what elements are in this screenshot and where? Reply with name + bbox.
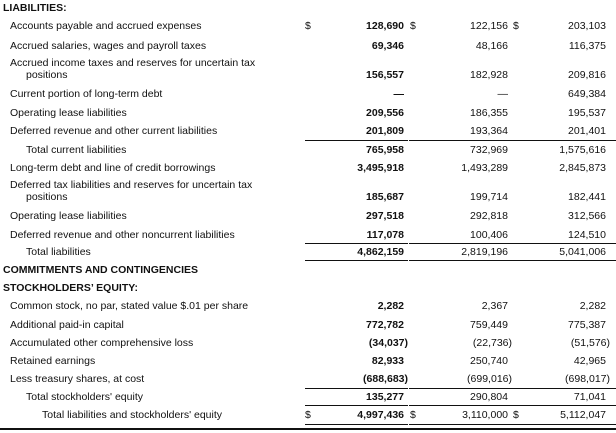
row-label: Accounts payable and accrued expenses (10, 20, 202, 32)
value-col1: — (393, 88, 404, 100)
grand-total-rule (409, 424, 512, 425)
value-col3: 182,441 (568, 191, 606, 203)
value-col3: 71,041 (573, 391, 606, 403)
row-label: Deferred revenue and other current liabilities (10, 125, 218, 137)
value-col1: 209,556 (366, 107, 404, 119)
row-label: Total liabilities and stockholders' equity (42, 409, 223, 421)
value-col2: 193,364 (470, 125, 508, 137)
grand-total-rule (305, 424, 408, 425)
value-col1: 4,997,436 (357, 409, 404, 421)
row-label: Accrued salaries, wages and payroll taxes (10, 40, 207, 52)
value-col1: 4,862,159 (357, 246, 404, 258)
value-col2: 122,156 (470, 20, 508, 32)
value-col2: (22,736) (472, 337, 512, 349)
value-col2: 292,818 (470, 210, 508, 222)
value-col3: (51,576) (570, 337, 610, 349)
row-label: Operating lease liabilities (10, 210, 127, 222)
value-col3: 195,537 (568, 107, 606, 119)
value-col1: 3,495,918 (357, 162, 404, 174)
value-col3: 203,103 (568, 20, 606, 32)
grand-total-rule (512, 424, 616, 425)
subtotal-rule (305, 140, 408, 141)
subtotal-rule (409, 388, 512, 389)
value-col3: 312,566 (568, 210, 606, 222)
subtotal-rule (512, 388, 616, 389)
total-rule (512, 260, 616, 261)
page-bottom-rule (0, 428, 616, 430)
value-col2: — (497, 88, 508, 100)
value-col1: (688,683) (363, 373, 408, 385)
section-header-commitments: COMMITMENTS AND CONTINGENCIES (3, 264, 199, 276)
value-col2: 48,166 (475, 40, 508, 52)
subtotal-rule (305, 243, 408, 244)
value-col2: 186,355 (470, 107, 508, 119)
value-col3: 124,510 (568, 229, 606, 241)
row-label: Long-term debt and line of credit borrowings (10, 162, 216, 174)
value-col1: 201,809 (366, 125, 404, 137)
value-col3: 775,387 (568, 319, 606, 331)
row-label: Accumulated other comprehensive loss (10, 337, 194, 349)
row-label: Total stockholders' equity (26, 391, 143, 403)
section-header-liabilities: LIABILITIES: (3, 2, 67, 14)
value-col2: 759,449 (470, 319, 508, 331)
row-label: Common stock, no par, stated value $.01 per share (10, 300, 249, 312)
currency-symbol: $ (305, 409, 311, 421)
row-label-continuation: positions (26, 69, 68, 81)
currency-symbol: $ (305, 20, 311, 32)
currency-symbol: $ (513, 20, 519, 32)
value-col3: 5,112,047 (560, 409, 606, 421)
subtotal-rule (305, 405, 408, 406)
row-label: Deferred tax liabilities and reserves for uncertain tax (10, 179, 253, 191)
value-col1: 128,690 (366, 20, 404, 32)
value-col2: 199,714 (470, 191, 508, 203)
subtotal-rule (512, 243, 616, 244)
row-label: Operating lease liabilities (10, 107, 127, 119)
value-col3: (698,017) (565, 373, 610, 385)
row-label: Retained earnings (10, 355, 96, 367)
value-col3: 2,282 (579, 300, 606, 312)
value-col2: 290,804 (470, 391, 508, 403)
value-col2: 732,969 (470, 144, 508, 156)
row-label: Deferred revenue and other noncurrent liabilities (10, 229, 235, 241)
value-col3: 42,965 (573, 355, 606, 367)
value-col2: 3,110,000 (462, 409, 508, 421)
subtotal-rule (512, 140, 616, 141)
value-col2: 2,819,196 (461, 246, 508, 258)
value-col2: 1,493,289 (461, 162, 508, 174)
value-col1: 69,346 (371, 40, 404, 52)
value-col1: 2,282 (377, 300, 404, 312)
section-header-equity: STOCKHOLDERS’ EQUITY: (3, 282, 138, 294)
value-col3: 209,816 (568, 69, 606, 81)
total-rule (305, 260, 408, 261)
currency-symbol: $ (410, 20, 416, 32)
row-label: Current portion of long-term debt (10, 88, 163, 100)
value-col1: 185,687 (366, 191, 404, 203)
value-col3: 649,384 (568, 88, 606, 100)
value-col1: 135,277 (366, 391, 404, 403)
value-col1: 82,933 (371, 355, 404, 367)
total-rule (409, 260, 512, 261)
row-label: Total liabilities (26, 246, 91, 258)
value-col2: 250,740 (470, 355, 508, 367)
value-col1: (34,037) (368, 337, 408, 349)
value-col1: 765,958 (366, 144, 404, 156)
value-col1: 772,782 (366, 319, 404, 331)
value-col1: 156,557 (366, 69, 404, 81)
subtotal-rule (409, 243, 512, 244)
value-col2: (699,016) (467, 373, 512, 385)
subtotal-rule (409, 405, 512, 406)
value-col3: 201,401 (568, 125, 606, 137)
subtotal-rule (409, 140, 512, 141)
value-col1: 297,518 (366, 210, 404, 222)
row-label: Accrued income taxes and reserves for uncertain tax (10, 57, 256, 69)
value-col2: 100,406 (470, 229, 508, 241)
row-label-continuation: positions (26, 191, 68, 203)
value-col1: 117,078 (366, 229, 404, 241)
value-col3: 5,041,006 (559, 246, 606, 258)
subtotal-rule (512, 405, 616, 406)
row-label: Less treasury shares, at cost (10, 373, 145, 385)
row-label: Total current liabilities (26, 144, 127, 156)
value-col2: 2,367 (481, 300, 508, 312)
row-label: Additional paid-in capital (10, 319, 124, 331)
subtotal-rule (305, 388, 408, 389)
value-col3: 116,375 (568, 40, 606, 52)
value-col3: 1,575,616 (559, 144, 606, 156)
value-col2: 182,928 (470, 69, 508, 81)
value-col3: 2,845,873 (559, 162, 606, 174)
currency-symbol: $ (410, 409, 416, 421)
currency-symbol: $ (513, 409, 519, 421)
